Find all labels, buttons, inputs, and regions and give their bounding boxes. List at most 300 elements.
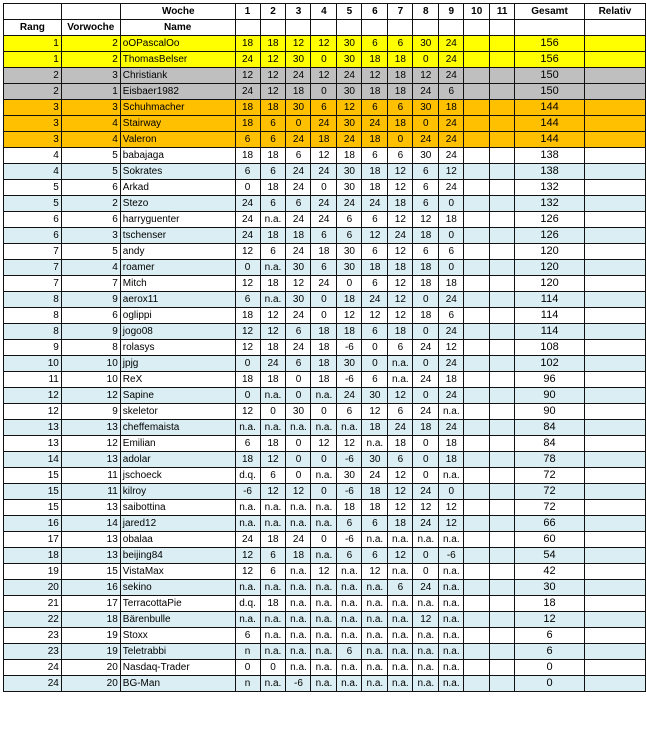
week-4-cell[interactable]: 18 <box>311 244 337 260</box>
week-9-cell[interactable]: 18 <box>439 452 464 468</box>
vorwoche-cell[interactable]: 2 <box>61 52 120 68</box>
week-6-cell[interactable]: 18 <box>362 132 388 148</box>
week-4-cell[interactable]: 18 <box>311 340 337 356</box>
week-2-cell[interactable]: 18 <box>260 436 286 452</box>
rang-cell[interactable]: 6 <box>4 228 62 244</box>
rang-cell[interactable]: 10 <box>4 356 62 372</box>
header-empty-cell[interactable] <box>439 20 464 36</box>
week-7-cell[interactable]: 18 <box>388 196 413 212</box>
week-2-cell[interactable]: n.a. <box>260 388 286 404</box>
week-11-cell[interactable] <box>490 564 515 580</box>
vorwoche-cell[interactable]: 15 <box>61 564 120 580</box>
vorwoche-cell[interactable]: 20 <box>61 660 120 676</box>
week-2-cell[interactable]: 18 <box>260 276 286 292</box>
week-4-cell[interactable]: n.a. <box>311 596 337 612</box>
vorwoche-cell[interactable]: 9 <box>61 324 120 340</box>
rang-cell[interactable]: 23 <box>4 628 62 644</box>
week-3-cell[interactable]: n.a. <box>286 580 311 596</box>
week-3-cell[interactable]: 6 <box>286 324 311 340</box>
relativ-cell[interactable] <box>584 116 645 132</box>
week-3-cell[interactable]: 0 <box>286 388 311 404</box>
week-6-cell[interactable]: n.a. <box>362 596 388 612</box>
week-4-cell[interactable]: 6 <box>311 100 337 116</box>
week-1-cell[interactable]: 12 <box>235 244 260 260</box>
gesamt-cell[interactable]: 156 <box>515 36 585 52</box>
week-4-cell[interactable]: 24 <box>311 276 337 292</box>
week-11-cell[interactable] <box>490 676 515 692</box>
week-3-cell[interactable]: 18 <box>286 228 311 244</box>
week-7-cell[interactable]: 12 <box>388 500 413 516</box>
week-6-cell[interactable]: 24 <box>362 116 388 132</box>
gesamt-cell[interactable]: 120 <box>515 276 585 292</box>
week-5-cell[interactable]: 18 <box>337 500 362 516</box>
week-2-cell[interactable]: n.a. <box>260 628 286 644</box>
week-9-cell[interactable]: 18 <box>439 100 464 116</box>
week-1-cell[interactable]: 24 <box>235 196 260 212</box>
week-11-cell[interactable] <box>490 260 515 276</box>
week-9-cell[interactable]: n.a. <box>439 644 464 660</box>
week-6-cell[interactable]: 6 <box>362 276 388 292</box>
gesamt-cell[interactable]: 18 <box>515 596 585 612</box>
name-cell[interactable]: oglippi <box>120 308 235 324</box>
week-2-cell[interactable]: 24 <box>260 356 286 372</box>
week-4-cell[interactable]: 24 <box>311 212 337 228</box>
header-empty-cell[interactable] <box>584 20 645 36</box>
week-3-cell[interactable]: 30 <box>286 292 311 308</box>
week-11-cell[interactable] <box>490 548 515 564</box>
week-4-cell[interactable]: 24 <box>311 164 337 180</box>
week-6-cell[interactable]: n.a. <box>362 580 388 596</box>
name-cell[interactable]: Nasdaq-Trader <box>120 660 235 676</box>
header-week-4[interactable]: 4 <box>311 4 337 20</box>
rang-cell[interactable]: 7 <box>4 276 62 292</box>
week-11-cell[interactable] <box>490 436 515 452</box>
week-7-cell[interactable]: n.a. <box>388 628 413 644</box>
name-cell[interactable]: ReX <box>120 372 235 388</box>
week-9-cell[interactable]: n.a. <box>439 628 464 644</box>
header-week-3[interactable]: 3 <box>286 4 311 20</box>
week-4-cell[interactable]: 0 <box>311 292 337 308</box>
gesamt-cell[interactable]: 108 <box>515 340 585 356</box>
week-2-cell[interactable]: 18 <box>260 100 286 116</box>
name-cell[interactable]: Mitch <box>120 276 235 292</box>
week-2-cell[interactable]: n.a. <box>260 500 286 516</box>
gesamt-cell[interactable]: 90 <box>515 404 585 420</box>
week-5-cell[interactable]: n.a. <box>337 676 362 692</box>
week-5-cell[interactable]: n.a. <box>337 420 362 436</box>
week-11-cell[interactable] <box>490 36 515 52</box>
week-6-cell[interactable]: 12 <box>362 564 388 580</box>
gesamt-cell[interactable]: 114 <box>515 292 585 308</box>
week-11-cell[interactable] <box>490 308 515 324</box>
week-8-cell[interactable]: 12 <box>413 212 439 228</box>
header-name[interactable]: Name <box>120 20 235 36</box>
name-cell[interactable]: Sokrates <box>120 164 235 180</box>
week-9-cell[interactable]: n.a. <box>439 580 464 596</box>
rang-cell[interactable]: 22 <box>4 612 62 628</box>
vorwoche-cell[interactable]: 13 <box>61 420 120 436</box>
rang-cell[interactable]: 21 <box>4 596 62 612</box>
week-1-cell[interactable]: 6 <box>235 292 260 308</box>
week-10-cell[interactable] <box>464 372 490 388</box>
week-5-cell[interactable]: 30 <box>337 244 362 260</box>
week-8-cell[interactable]: n.a. <box>413 596 439 612</box>
week-4-cell[interactable]: 12 <box>311 564 337 580</box>
week-6-cell[interactable]: 6 <box>362 548 388 564</box>
week-10-cell[interactable] <box>464 500 490 516</box>
name-cell[interactable]: Stairway <box>120 116 235 132</box>
week-4-cell[interactable]: 6 <box>311 228 337 244</box>
week-10-cell[interactable] <box>464 132 490 148</box>
week-11-cell[interactable] <box>490 100 515 116</box>
gesamt-cell[interactable]: 120 <box>515 260 585 276</box>
header-week-8[interactable]: 8 <box>413 4 439 20</box>
rang-cell[interactable]: 20 <box>4 580 62 596</box>
week-1-cell[interactable]: 0 <box>235 356 260 372</box>
week-1-cell[interactable]: 24 <box>235 212 260 228</box>
week-3-cell[interactable]: n.a. <box>286 564 311 580</box>
week-4-cell[interactable]: 12 <box>311 68 337 84</box>
week-6-cell[interactable]: 12 <box>362 68 388 84</box>
week-3-cell[interactable]: 24 <box>286 68 311 84</box>
relativ-cell[interactable] <box>584 388 645 404</box>
week-8-cell[interactable]: 0 <box>413 564 439 580</box>
week-11-cell[interactable] <box>490 628 515 644</box>
name-cell[interactable]: jschoeck <box>120 468 235 484</box>
week-2-cell[interactable]: 6 <box>260 116 286 132</box>
vorwoche-cell[interactable]: 5 <box>61 148 120 164</box>
week-8-cell[interactable]: 24 <box>413 580 439 596</box>
week-11-cell[interactable] <box>490 484 515 500</box>
week-10-cell[interactable] <box>464 340 490 356</box>
week-4-cell[interactable]: 12 <box>311 148 337 164</box>
week-7-cell[interactable]: n.a. <box>388 676 413 692</box>
week-7-cell[interactable]: 12 <box>388 484 413 500</box>
week-2-cell[interactable]: 18 <box>260 228 286 244</box>
week-1-cell[interactable]: n.a. <box>235 420 260 436</box>
relativ-cell[interactable] <box>584 148 645 164</box>
week-6-cell[interactable]: 24 <box>362 468 388 484</box>
week-9-cell[interactable]: 24 <box>439 356 464 372</box>
week-10-cell[interactable] <box>464 324 490 340</box>
week-5-cell[interactable]: 6 <box>337 516 362 532</box>
week-10-cell[interactable] <box>464 468 490 484</box>
week-1-cell[interactable]: 18 <box>235 452 260 468</box>
relativ-cell[interactable] <box>584 436 645 452</box>
week-5-cell[interactable]: 12 <box>337 436 362 452</box>
rang-cell[interactable]: 24 <box>4 660 62 676</box>
relativ-cell[interactable] <box>584 404 645 420</box>
week-7-cell[interactable]: 12 <box>388 388 413 404</box>
week-2-cell[interactable]: n.a. <box>260 212 286 228</box>
week-6-cell[interactable]: n.a. <box>362 644 388 660</box>
relativ-cell[interactable] <box>584 340 645 356</box>
week-9-cell[interactable]: 6 <box>439 84 464 100</box>
week-9-cell[interactable]: 12 <box>439 516 464 532</box>
name-cell[interactable]: skeletor <box>120 404 235 420</box>
week-1-cell[interactable]: 6 <box>235 164 260 180</box>
week-9-cell[interactable]: 24 <box>439 36 464 52</box>
gesamt-cell[interactable]: 84 <box>515 420 585 436</box>
week-4-cell[interactable]: n.a. <box>311 580 337 596</box>
week-9-cell[interactable]: 18 <box>439 212 464 228</box>
week-8-cell[interactable]: 0 <box>413 436 439 452</box>
week-8-cell[interactable]: 18 <box>413 260 439 276</box>
week-8-cell[interactable]: n.a. <box>413 644 439 660</box>
gesamt-cell[interactable]: 42 <box>515 564 585 580</box>
vorwoche-cell[interactable]: 14 <box>61 516 120 532</box>
name-cell[interactable]: babajaga <box>120 148 235 164</box>
vorwoche-cell[interactable]: 19 <box>61 628 120 644</box>
relativ-cell[interactable] <box>584 52 645 68</box>
header-week-6[interactable]: 6 <box>362 4 388 20</box>
week-6-cell[interactable]: 0 <box>362 356 388 372</box>
week-10-cell[interactable] <box>464 628 490 644</box>
week-8-cell[interactable]: 24 <box>413 484 439 500</box>
week-3-cell[interactable]: 0 <box>286 468 311 484</box>
week-4-cell[interactable]: 0 <box>311 84 337 100</box>
week-1-cell[interactable]: 0 <box>235 660 260 676</box>
rang-cell[interactable]: 11 <box>4 372 62 388</box>
week-2-cell[interactable]: 18 <box>260 372 286 388</box>
week-1-cell[interactable]: 12 <box>235 548 260 564</box>
week-8-cell[interactable]: 24 <box>413 516 439 532</box>
name-cell[interactable]: andy <box>120 244 235 260</box>
week-4-cell[interactable]: n.a. <box>311 388 337 404</box>
week-10-cell[interactable] <box>464 452 490 468</box>
week-5-cell[interactable]: 30 <box>337 260 362 276</box>
week-2-cell[interactable]: n.a. <box>260 644 286 660</box>
relativ-cell[interactable] <box>584 548 645 564</box>
week-11-cell[interactable] <box>490 84 515 100</box>
week-6-cell[interactable]: 6 <box>362 100 388 116</box>
week-2-cell[interactable]: 12 <box>260 308 286 324</box>
relativ-cell[interactable] <box>584 292 645 308</box>
week-8-cell[interactable]: 0 <box>413 292 439 308</box>
week-11-cell[interactable] <box>490 68 515 84</box>
name-cell[interactable]: Stoxx <box>120 628 235 644</box>
header-week-9[interactable]: 9 <box>439 4 464 20</box>
vorwoche-cell[interactable]: 19 <box>61 644 120 660</box>
week-2-cell[interactable]: 12 <box>260 52 286 68</box>
week-4-cell[interactable]: 0 <box>311 532 337 548</box>
vorwoche-cell[interactable]: 12 <box>61 388 120 404</box>
week-1-cell[interactable]: 6 <box>235 628 260 644</box>
week-1-cell[interactable]: 18 <box>235 100 260 116</box>
week-3-cell[interactable]: 18 <box>286 548 311 564</box>
relativ-cell[interactable] <box>584 564 645 580</box>
gesamt-cell[interactable]: 150 <box>515 68 585 84</box>
week-10-cell[interactable] <box>464 84 490 100</box>
vorwoche-cell[interactable]: 17 <box>61 596 120 612</box>
vorwoche-cell[interactable]: 7 <box>61 276 120 292</box>
week-5-cell[interactable]: 30 <box>337 164 362 180</box>
week-4-cell[interactable]: n.a. <box>311 612 337 628</box>
week-11-cell[interactable] <box>490 388 515 404</box>
vorwoche-cell[interactable]: 12 <box>61 436 120 452</box>
header-empty-cell[interactable] <box>286 20 311 36</box>
week-11-cell[interactable] <box>490 404 515 420</box>
week-4-cell[interactable]: n.a. <box>311 420 337 436</box>
vorwoche-cell[interactable]: 5 <box>61 164 120 180</box>
week-1-cell[interactable]: 12 <box>235 276 260 292</box>
week-7-cell[interactable]: 12 <box>388 468 413 484</box>
rang-cell[interactable]: 17 <box>4 532 62 548</box>
week-2-cell[interactable]: 6 <box>260 468 286 484</box>
week-1-cell[interactable]: 6 <box>235 132 260 148</box>
rang-cell[interactable]: 12 <box>4 388 62 404</box>
relativ-cell[interactable] <box>584 196 645 212</box>
week-5-cell[interactable]: 6 <box>337 228 362 244</box>
week-7-cell[interactable]: 18 <box>388 436 413 452</box>
week-5-cell[interactable]: 24 <box>337 196 362 212</box>
vorwoche-cell[interactable]: 10 <box>61 372 120 388</box>
gesamt-cell[interactable]: 12 <box>515 612 585 628</box>
name-cell[interactable]: Teletrabbi <box>120 644 235 660</box>
week-8-cell[interactable]: 12 <box>413 68 439 84</box>
week-7-cell[interactable]: 6 <box>388 404 413 420</box>
week-5-cell[interactable]: n.a. <box>337 612 362 628</box>
name-cell[interactable]: Stezo <box>120 196 235 212</box>
week-8-cell[interactable]: 30 <box>413 36 439 52</box>
header-empty-cell[interactable] <box>235 20 260 36</box>
name-cell[interactable]: Christiank <box>120 68 235 84</box>
week-8-cell[interactable]: 18 <box>413 308 439 324</box>
relativ-cell[interactable] <box>584 308 645 324</box>
gesamt-cell[interactable]: 138 <box>515 164 585 180</box>
header-gesamt[interactable]: Gesamt <box>515 4 585 20</box>
relativ-cell[interactable] <box>584 228 645 244</box>
week-2-cell[interactable]: n.a. <box>260 580 286 596</box>
week-10-cell[interactable] <box>464 260 490 276</box>
relativ-cell[interactable] <box>584 372 645 388</box>
week-1-cell[interactable]: n.a. <box>235 500 260 516</box>
name-cell[interactable]: ThomasBelser <box>120 52 235 68</box>
relativ-cell[interactable] <box>584 212 645 228</box>
week-11-cell[interactable] <box>490 276 515 292</box>
rang-cell[interactable]: 15 <box>4 484 62 500</box>
week-5-cell[interactable]: -6 <box>337 532 362 548</box>
name-cell[interactable]: harryguenter <box>120 212 235 228</box>
week-2-cell[interactable]: 0 <box>260 660 286 676</box>
week-8-cell[interactable]: 30 <box>413 100 439 116</box>
week-7-cell[interactable]: 0 <box>388 132 413 148</box>
header-week-5[interactable]: 5 <box>337 4 362 20</box>
header-week-1[interactable]: 1 <box>235 4 260 20</box>
week-11-cell[interactable] <box>490 292 515 308</box>
header-empty-cell[interactable] <box>515 20 585 36</box>
week-2-cell[interactable]: 12 <box>260 84 286 100</box>
vorwoche-cell[interactable]: 13 <box>61 532 120 548</box>
week-10-cell[interactable] <box>464 164 490 180</box>
week-5-cell[interactable]: 12 <box>337 100 362 116</box>
week-6-cell[interactable]: 18 <box>362 164 388 180</box>
week-7-cell[interactable]: 12 <box>388 548 413 564</box>
rang-cell[interactable]: 1 <box>4 52 62 68</box>
gesamt-cell[interactable]: 0 <box>515 676 585 692</box>
relativ-cell[interactable] <box>584 36 645 52</box>
week-9-cell[interactable]: 24 <box>439 388 464 404</box>
week-5-cell[interactable]: 24 <box>337 68 362 84</box>
week-10-cell[interactable] <box>464 516 490 532</box>
name-cell[interactable]: jared12 <box>120 516 235 532</box>
week-11-cell[interactable] <box>490 372 515 388</box>
week-4-cell[interactable]: n.a. <box>311 516 337 532</box>
week-3-cell[interactable]: 30 <box>286 404 311 420</box>
week-5-cell[interactable]: 6 <box>337 404 362 420</box>
week-4-cell[interactable]: n.a. <box>311 676 337 692</box>
week-4-cell[interactable]: 18 <box>311 356 337 372</box>
week-7-cell[interactable]: 6 <box>388 452 413 468</box>
week-8-cell[interactable]: 0 <box>413 324 439 340</box>
week-10-cell[interactable] <box>464 52 490 68</box>
week-4-cell[interactable]: 24 <box>311 116 337 132</box>
header-empty-cell[interactable] <box>337 20 362 36</box>
week-6-cell[interactable]: n.a. <box>362 436 388 452</box>
week-5-cell[interactable]: 12 <box>337 308 362 324</box>
week-1-cell[interactable]: d.q. <box>235 596 260 612</box>
gesamt-cell[interactable]: 72 <box>515 500 585 516</box>
week-9-cell[interactable]: n.a. <box>439 612 464 628</box>
week-1-cell[interactable]: 18 <box>235 148 260 164</box>
header-week-7[interactable]: 7 <box>388 4 413 20</box>
week-2-cell[interactable]: n.a. <box>260 260 286 276</box>
week-11-cell[interactable] <box>490 244 515 260</box>
gesamt-cell[interactable]: 156 <box>515 52 585 68</box>
vorwoche-cell[interactable]: 4 <box>61 116 120 132</box>
week-7-cell[interactable]: 12 <box>388 292 413 308</box>
week-3-cell[interactable]: n.a. <box>286 596 311 612</box>
week-7-cell[interactable]: 18 <box>388 516 413 532</box>
name-cell[interactable]: oOPascalOo <box>120 36 235 52</box>
week-10-cell[interactable] <box>464 660 490 676</box>
week-7-cell[interactable]: n.a. <box>388 612 413 628</box>
gesamt-cell[interactable]: 84 <box>515 436 585 452</box>
week-9-cell[interactable]: -6 <box>439 548 464 564</box>
vorwoche-cell[interactable]: 13 <box>61 452 120 468</box>
week-11-cell[interactable] <box>490 420 515 436</box>
vorwoche-cell[interactable]: 5 <box>61 244 120 260</box>
week-2-cell[interactable]: 12 <box>260 484 286 500</box>
week-5-cell[interactable]: -6 <box>337 452 362 468</box>
week-10-cell[interactable] <box>464 420 490 436</box>
week-7-cell[interactable]: 12 <box>388 308 413 324</box>
name-cell[interactable]: Schuhmacher <box>120 100 235 116</box>
week-6-cell[interactable]: 24 <box>362 196 388 212</box>
header-woche[interactable]: Woche <box>120 4 235 20</box>
week-1-cell[interactable]: d.q. <box>235 468 260 484</box>
week-7-cell[interactable]: 6 <box>388 580 413 596</box>
week-11-cell[interactable] <box>490 468 515 484</box>
week-4-cell[interactable]: n.a. <box>311 628 337 644</box>
week-11-cell[interactable] <box>490 148 515 164</box>
gesamt-cell[interactable]: 132 <box>515 196 585 212</box>
name-cell[interactable]: Bärenbulle <box>120 612 235 628</box>
week-1-cell[interactable]: 18 <box>235 116 260 132</box>
week-1-cell[interactable]: 0 <box>235 260 260 276</box>
name-cell[interactable]: jogo08 <box>120 324 235 340</box>
week-7-cell[interactable]: n.a. <box>388 596 413 612</box>
week-1-cell[interactable]: 12 <box>235 564 260 580</box>
relativ-cell[interactable] <box>584 420 645 436</box>
week-2-cell[interactable]: 12 <box>260 324 286 340</box>
vorwoche-cell[interactable]: 2 <box>61 36 120 52</box>
name-cell[interactable]: Valeron <box>120 132 235 148</box>
week-1-cell[interactable]: 0 <box>235 180 260 196</box>
rang-cell[interactable]: 24 <box>4 676 62 692</box>
week-5-cell[interactable]: n.a. <box>337 660 362 676</box>
name-cell[interactable]: roamer <box>120 260 235 276</box>
